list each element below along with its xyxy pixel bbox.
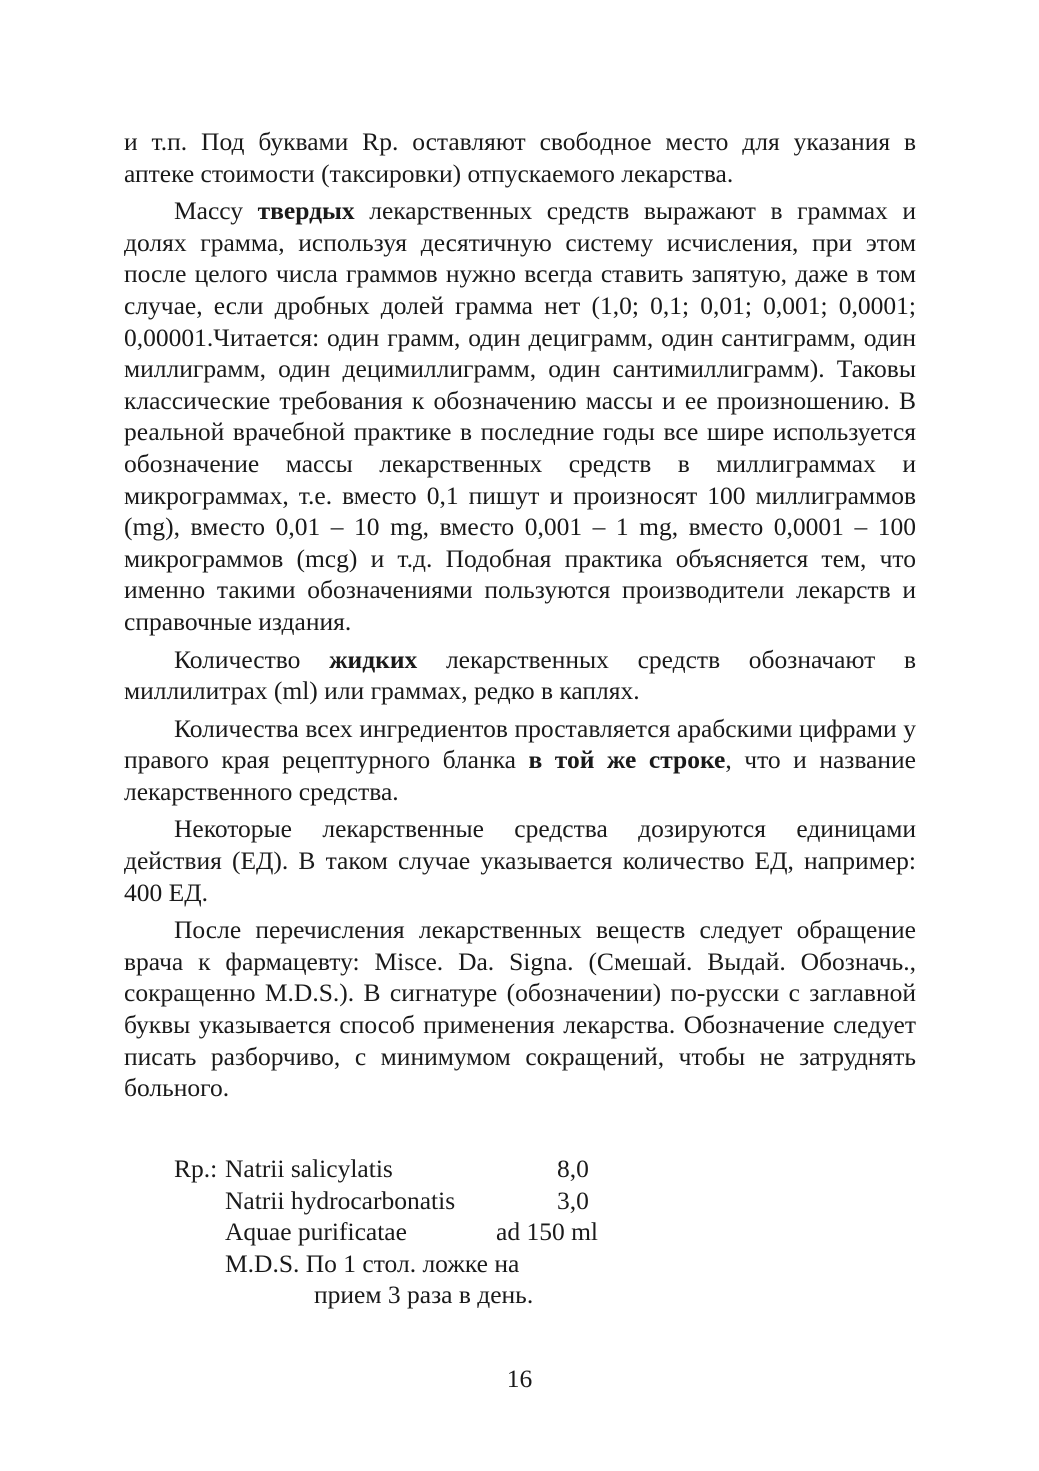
text-span: Количество	[174, 644, 330, 674]
text-span: После перечисления лекарственных веществ следует обращение врача к фармацевту: Misce. Da. Signa. (Смешай. Выдай. Обозначь., сокращенно M.D.S.). В сигнатуре (обозначении) по-русски с заглавной буквы указывается способ применения лекарства. Обозначение следует писать разборчиво, с минимумом сокращений, чтобы не затруднять больного.	[124, 915, 916, 1103]
text-span: лекарственных средств обозначают в миллилитрах (ml) или граммах, редко в каплях.	[124, 644, 916, 706]
paragraph	[124, 195, 916, 637]
ingredient-name: Aquae purificatae	[225, 1217, 407, 1247]
ingredient-name: Natrii salicylatis	[225, 1154, 393, 1183]
paragraph	[124, 644, 916, 707]
rp-label: Rp.:	[174, 1154, 218, 1183]
text-span: Массу	[174, 196, 258, 226]
paragraph	[124, 914, 916, 1104]
text-span: Количества всех ингредиентов проставляется арабскими цифрами у правого края рецептурного бланка	[124, 713, 916, 775]
bold-term: жидких	[329, 644, 418, 674]
text-span: Некоторые лекарственные средства дозируются единицами действия (ЕД). В таком случае указывается количество ЕД, например: 400 ЕД.	[124, 814, 916, 907]
text-span: и т.п. Под буквами Rp. оставляют свободное место для указания в аптеке стоимости (таксировки) отпускаемого лекарства.	[124, 127, 916, 188]
ingredient-amount: ad 150 ml	[496, 1217, 598, 1247]
bold-term: в той же строке	[528, 745, 726, 775]
paragraph	[124, 126, 916, 189]
bold-term: твердых	[257, 196, 355, 226]
page-number: 16	[506, 1364, 533, 1393]
body-text	[124, 126, 916, 1110]
signa-line: M.D.S. По 1 стол. ложке на	[225, 1248, 520, 1278]
ingredient-name: Natrii hydrocarbonatis	[225, 1185, 456, 1215]
paragraph	[124, 813, 916, 908]
text-span: лекарственных средств выражают в граммах и долях грамма, используя десятичную систему исчисления, при этом после целого числа граммов нужно всегда ставить запятую, даже в том случае, если дробных долей грамма нет (1,0; 0,1; 0,01; 0,001; 0,0001; 0,00001.Читается: один грамм, один дециграмм, один сантиграмм, один миллиграмм, один децимиллиграмм, один сантимиллиграмм). Таковы классические требования к обозначению массы и ее произношению. В реальной врачебной практике в последние годы все шире используется обозначение массы лекарственных средств в миллиграммах и микрограммах, т.е. вместо 0,1 пишут и произносят 100 миллиграммов (mg), вместо 0,01 – 10 mg, вместо 0,001 – 1 mg, вместо 0,0001 – 100 микрограммов (mcg) и т.д. Подобная практика объясняется тем, что именно такими обозначениями пользуются производители лекарств и справочные издания.	[124, 196, 917, 636]
signa-line: прием 3 раза в день.	[314, 1280, 534, 1310]
ingredient-amount: 8,0	[557, 1154, 589, 1183]
ingredient-amount: 3,0	[557, 1185, 589, 1215]
text-span: , что и название лекарственного средства.	[124, 745, 916, 806]
paragraph	[124, 713, 916, 808]
